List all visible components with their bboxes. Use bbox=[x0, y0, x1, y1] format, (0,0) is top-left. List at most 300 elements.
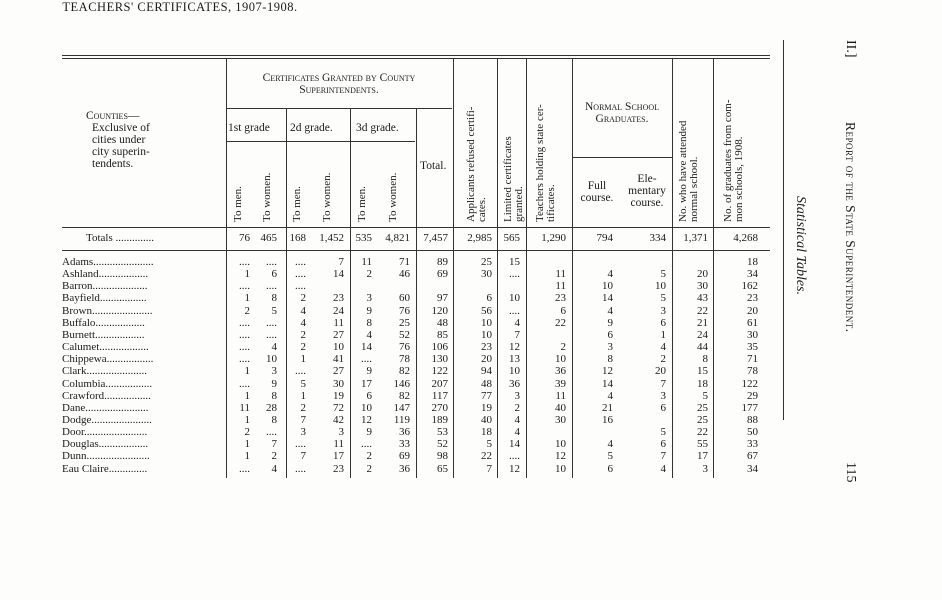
table-cell: 16 bbox=[602, 413, 613, 426]
table-cell: 2 bbox=[271, 450, 277, 463]
table-cell: 6 bbox=[660, 316, 666, 329]
table-cell: 34 bbox=[747, 268, 758, 281]
table-cell: .... bbox=[266, 316, 277, 329]
table-cell: 11 bbox=[333, 316, 344, 329]
table-cell: 8 bbox=[607, 353, 613, 366]
table-cell: 1 bbox=[244, 268, 250, 281]
table-cell: 1 bbox=[300, 353, 306, 366]
grade3-header: 3d grade. bbox=[356, 122, 399, 134]
table-cell: 12 bbox=[509, 462, 520, 475]
table-cell: 5 bbox=[271, 304, 277, 317]
table-cell: 18 bbox=[697, 377, 708, 390]
table-cell: 4 bbox=[660, 462, 666, 475]
table-cell: 2 bbox=[514, 401, 520, 414]
graduates-common-header: No. of graduates from com- mon schools, 1908. bbox=[722, 99, 745, 222]
page-number: 115 bbox=[843, 462, 858, 483]
table-cell: 2 bbox=[366, 268, 372, 281]
table-cell: 25 bbox=[481, 256, 492, 268]
table-cell: 33 bbox=[747, 438, 758, 451]
table-cell: 3 bbox=[514, 389, 520, 402]
table-cell: 1 bbox=[660, 328, 666, 341]
table-cell: 76 bbox=[399, 341, 410, 354]
page-title: TEACHERS' CERTIFICATES, 1907-1908. bbox=[62, 0, 298, 14]
top-rule bbox=[62, 55, 770, 56]
county-row-label: Dunn....................... bbox=[62, 450, 150, 463]
table-cell: 36 bbox=[509, 377, 520, 390]
table-cell: 8 bbox=[271, 389, 277, 402]
margin-rule bbox=[783, 40, 784, 420]
table-cell: 9 bbox=[366, 365, 372, 378]
table-cell: 8 bbox=[271, 292, 277, 305]
table-cell: 7 bbox=[660, 377, 666, 390]
table-cell: 9 bbox=[366, 304, 372, 317]
state-certificates-header: Teachers holding state cer- tificates. bbox=[534, 104, 557, 222]
to-men-header: To men. bbox=[356, 186, 368, 222]
table-cell: 23 bbox=[747, 292, 758, 305]
table-cell: 72 bbox=[333, 401, 344, 414]
table-cell: 2 bbox=[366, 450, 372, 463]
table-cell: 77 bbox=[481, 389, 492, 402]
table-cell: 5 bbox=[486, 438, 492, 451]
to-women-header: To women. bbox=[321, 172, 333, 222]
table-cell: 10 bbox=[602, 280, 613, 293]
table-cell: 25 bbox=[399, 316, 410, 329]
certificates-group-header: Certificates Granted by County Superintendents. bbox=[262, 72, 416, 96]
county-row-label: Dane....................... bbox=[62, 401, 149, 414]
table-cell: 21 bbox=[697, 316, 708, 329]
table-cell: 4 bbox=[514, 316, 520, 329]
table-cell: 2 bbox=[244, 426, 250, 439]
table-cell: 20 bbox=[747, 304, 758, 317]
table-cell: 48 bbox=[481, 377, 492, 390]
table-cell: 23 bbox=[481, 341, 492, 354]
table-cell: 71 bbox=[399, 256, 410, 268]
table-cell: 207 bbox=[431, 377, 448, 390]
normal-rule bbox=[572, 157, 672, 158]
section-marker: II.] bbox=[843, 40, 858, 58]
counties-header: Counties— Exclusive of cities under city superin- tendents. bbox=[86, 110, 150, 170]
table-cell: 3 bbox=[338, 426, 344, 439]
table-cell: 117 bbox=[431, 389, 448, 402]
table-cell: 23 bbox=[333, 292, 344, 305]
table-cell: 1 bbox=[300, 389, 306, 402]
totals-cell: 4,268 bbox=[733, 232, 758, 244]
table-cell: 15 bbox=[509, 256, 520, 268]
table-cell: 82 bbox=[399, 389, 410, 402]
table-cell: 3 bbox=[702, 462, 708, 475]
table-cell: 270 bbox=[431, 401, 448, 414]
table-cell: 11 bbox=[333, 438, 344, 451]
table-cell: 48 bbox=[437, 316, 448, 329]
county-row-label: Eau Claire.............. bbox=[62, 462, 148, 475]
totals-cell: 535 bbox=[355, 232, 372, 244]
table-cell: .... bbox=[266, 426, 277, 439]
table-cell: 15 bbox=[697, 365, 708, 378]
table-cell: 4 bbox=[607, 304, 613, 317]
table-cell: 189 bbox=[431, 413, 448, 426]
to-women-header: To women. bbox=[261, 172, 273, 222]
table-cell: 1 bbox=[244, 438, 250, 451]
table-cell: 52 bbox=[437, 438, 448, 451]
totals-cell: 334 bbox=[649, 232, 666, 244]
county-row-label: Douglas.................. bbox=[62, 438, 149, 451]
table-cell: .... bbox=[295, 280, 306, 293]
table-cell: 12 bbox=[602, 365, 613, 378]
table-cell: 97 bbox=[437, 292, 448, 305]
elementary-course-header: Ele- mentary course. bbox=[628, 173, 666, 209]
table-cell: 2 bbox=[244, 304, 250, 317]
table-cell: 6 bbox=[660, 438, 666, 451]
table-cell: .... bbox=[361, 438, 372, 451]
table-cell: 21 bbox=[602, 401, 613, 414]
table-cell: 1 bbox=[244, 413, 250, 426]
totals-cell: 565 bbox=[503, 232, 520, 244]
table-cell: 76 bbox=[399, 304, 410, 317]
table-cell: 2 bbox=[300, 328, 306, 341]
table-cell: .... bbox=[266, 280, 277, 293]
report-title: Report of the State Superintendent. bbox=[843, 122, 858, 333]
county-row-label: Dodge...................... bbox=[62, 413, 152, 426]
table-cell: 5 bbox=[702, 389, 708, 402]
table-cell: 11 bbox=[555, 389, 566, 402]
table-cell: 35 bbox=[747, 341, 758, 354]
table-cell: 2 bbox=[300, 401, 306, 414]
county-row-label: Buffalo.................. bbox=[62, 316, 145, 329]
table-cell: 3 bbox=[607, 341, 613, 354]
table-cell: 82 bbox=[399, 365, 410, 378]
table-cell: 36 bbox=[399, 462, 410, 475]
table-cell: 1 bbox=[244, 292, 250, 305]
table-cell: .... bbox=[266, 256, 277, 268]
table-cell: 17 bbox=[333, 450, 344, 463]
table-cell: 9 bbox=[366, 426, 372, 439]
totals-cell: 1,371 bbox=[683, 232, 708, 244]
to-men-header: To men. bbox=[291, 186, 303, 222]
table-cell: 34 bbox=[747, 462, 758, 475]
to-women-header: To women. bbox=[387, 172, 399, 222]
table-cell: 6 bbox=[486, 292, 492, 305]
table-cell: .... bbox=[295, 268, 306, 281]
table-cell: 36 bbox=[399, 426, 410, 439]
table-cell: 30 bbox=[555, 413, 566, 426]
table-cell: 5 bbox=[660, 292, 666, 305]
table-cell: 6 bbox=[271, 268, 277, 281]
table-cell: 36 bbox=[555, 365, 566, 378]
totals-cell: 7,457 bbox=[423, 232, 448, 244]
table-cell: 20 bbox=[697, 268, 708, 281]
table-cell: 85 bbox=[437, 328, 448, 341]
totals-cell: 1,452 bbox=[319, 232, 344, 244]
table-cell: 4 bbox=[607, 389, 613, 402]
table-cell: 89 bbox=[437, 256, 448, 268]
total-header: Total. bbox=[420, 160, 447, 172]
table-cell: 4 bbox=[514, 426, 520, 439]
table-cell: 4 bbox=[300, 316, 306, 329]
table-cell: 5 bbox=[660, 268, 666, 281]
table-cell: 11 bbox=[555, 280, 566, 293]
totals-cell: 465 bbox=[260, 232, 277, 244]
table-cell: 10 bbox=[555, 353, 566, 366]
table-cell: 7 bbox=[660, 450, 666, 463]
limited-header: Limited certificates granted. bbox=[502, 136, 525, 222]
table-cell: 7 bbox=[271, 438, 277, 451]
table-cell: 4 bbox=[271, 341, 277, 354]
table-cell: 27 bbox=[333, 328, 344, 341]
table-cell: .... bbox=[239, 341, 250, 354]
table-cell: 6 bbox=[560, 304, 566, 317]
grade-rule bbox=[227, 141, 415, 142]
table-cell: .... bbox=[295, 365, 306, 378]
table-cell: 5 bbox=[300, 377, 306, 390]
table-cell: 22 bbox=[481, 450, 492, 463]
table-cell: 5 bbox=[660, 426, 666, 439]
table-cell: 14 bbox=[333, 268, 344, 281]
county-row-label: Calumet.................. bbox=[62, 341, 149, 354]
table-cell: 3 bbox=[300, 426, 306, 439]
table-cell: 2 bbox=[300, 292, 306, 305]
table-cell: 17 bbox=[361, 377, 372, 390]
table-cell: 3 bbox=[660, 389, 666, 402]
table-cell: 10 bbox=[509, 292, 520, 305]
table-cell: .... bbox=[239, 328, 250, 341]
county-row-label: Door....................... bbox=[62, 426, 148, 439]
table-cell: 30 bbox=[697, 280, 708, 293]
to-men-header: To men. bbox=[232, 186, 244, 222]
table-cell: .... bbox=[239, 316, 250, 329]
table-cell: 10 bbox=[266, 353, 277, 366]
table-cell: 11 bbox=[361, 256, 372, 268]
table-cell: 14 bbox=[361, 341, 372, 354]
table-cell: 3 bbox=[366, 292, 372, 305]
table-cell: 1 bbox=[244, 389, 250, 402]
table-cell: 4 bbox=[366, 328, 372, 341]
table-cell: 50 bbox=[747, 426, 758, 439]
table-cell: 20 bbox=[655, 365, 666, 378]
table-cell: 19 bbox=[333, 389, 344, 402]
table-cell: .... bbox=[239, 377, 250, 390]
table-cell: .... bbox=[239, 353, 250, 366]
table-cell: 177 bbox=[741, 401, 758, 414]
table-cell: 6 bbox=[660, 401, 666, 414]
table-cell: 5 bbox=[607, 450, 613, 463]
table-cell: 10 bbox=[333, 341, 344, 354]
table-cell: 10 bbox=[361, 401, 372, 414]
col-divider bbox=[226, 58, 227, 478]
table-cell: 7 bbox=[300, 413, 306, 426]
table-cell: 120 bbox=[431, 304, 448, 317]
col-divider bbox=[672, 58, 673, 478]
table-cell: 22 bbox=[555, 316, 566, 329]
table-cell: 7 bbox=[300, 450, 306, 463]
table-cell: 29 bbox=[747, 389, 758, 402]
table-cell: .... bbox=[509, 450, 520, 463]
table-cell: 1 bbox=[244, 365, 250, 378]
table-cell: 2 bbox=[660, 353, 666, 366]
county-row-label: Clark...................... bbox=[62, 365, 147, 378]
table-cell: 14 bbox=[602, 377, 613, 390]
table-cell: 13 bbox=[509, 353, 520, 366]
table-cell: 55 bbox=[697, 438, 708, 451]
table-cell: 7 bbox=[338, 256, 344, 268]
table-cell: 12 bbox=[555, 450, 566, 463]
table-cell: 12 bbox=[509, 341, 520, 354]
table-cell: 8 bbox=[366, 316, 372, 329]
table-cell: 10 bbox=[655, 280, 666, 293]
table-cell: 23 bbox=[333, 462, 344, 475]
table-cell: 30 bbox=[481, 268, 492, 281]
table-cell: 56 bbox=[481, 304, 492, 317]
table-cell: 42 bbox=[333, 413, 344, 426]
table-cell: 119 bbox=[393, 413, 410, 426]
table-cell: 10 bbox=[509, 365, 520, 378]
table-cell: .... bbox=[509, 304, 520, 317]
table-cell: 28 bbox=[266, 401, 277, 414]
table-cell: .... bbox=[295, 462, 306, 475]
county-row-label: Adams...................... bbox=[62, 256, 154, 268]
table-cell: 24 bbox=[697, 328, 708, 341]
totals-cell: 794 bbox=[596, 232, 613, 244]
attended-normal-header: No. who have attended normal school. bbox=[677, 120, 700, 222]
table-cell: 94 bbox=[481, 365, 492, 378]
county-row-label: Brown...................... bbox=[62, 304, 153, 317]
table-cell: 78 bbox=[747, 365, 758, 378]
table-cell: 162 bbox=[741, 280, 758, 293]
table-cell: 9 bbox=[271, 377, 277, 390]
table-cell: 69 bbox=[437, 268, 448, 281]
table-cell: 9 bbox=[607, 316, 613, 329]
col-divider bbox=[713, 58, 714, 478]
table-cell: .... bbox=[239, 462, 250, 475]
table-cell: 65 bbox=[437, 462, 448, 475]
table-cell: 2 bbox=[300, 341, 306, 354]
table-cell: 17 bbox=[697, 450, 708, 463]
table-cell: 8 bbox=[271, 413, 277, 426]
county-row-label: Burnett.................. bbox=[62, 328, 145, 341]
table-cell: 7 bbox=[514, 328, 520, 341]
county-row-label: Ashland.................. bbox=[62, 268, 149, 281]
county-row-label: Bayfield................. bbox=[62, 292, 147, 305]
table-cell: 39 bbox=[555, 377, 566, 390]
table-cell: 25 bbox=[697, 413, 708, 426]
table-cell: 146 bbox=[393, 377, 410, 390]
normal-group-header: Normal School Graduates. bbox=[584, 101, 660, 125]
table-cell: .... bbox=[239, 280, 250, 293]
table-cell: 67 bbox=[747, 450, 758, 463]
table-cell: 11 bbox=[555, 268, 566, 281]
table-cell: 3 bbox=[271, 365, 277, 378]
table-cell: 78 bbox=[399, 353, 410, 366]
table-cell: 71 bbox=[747, 353, 758, 366]
table-cell: 1 bbox=[244, 450, 250, 463]
table-cell: 12 bbox=[361, 413, 372, 426]
table-cell: 2 bbox=[560, 341, 566, 354]
totals-cell: 1,290 bbox=[541, 232, 566, 244]
table-cell: 98 bbox=[437, 450, 448, 463]
table-cell: 6 bbox=[607, 328, 613, 341]
table-cell: 4 bbox=[271, 462, 277, 475]
table-cell: 61 bbox=[747, 316, 758, 329]
table-cell: .... bbox=[295, 256, 306, 268]
table-cell: 18 bbox=[747, 256, 758, 268]
table-cell: 4 bbox=[660, 341, 666, 354]
table-cell: .... bbox=[361, 353, 372, 366]
table-cell: 122 bbox=[431, 365, 448, 378]
refused-header: Applicants refused certifi- cates. bbox=[465, 106, 488, 222]
table-cell: 19 bbox=[481, 401, 492, 414]
table-cell: 53 bbox=[437, 426, 448, 439]
table-cell: 147 bbox=[393, 401, 410, 414]
table-cell: .... bbox=[266, 328, 277, 341]
county-row-label: Crawford................. bbox=[62, 389, 151, 402]
grade2-header: 2d grade. bbox=[290, 122, 333, 134]
totals-cell: 168 bbox=[289, 232, 306, 244]
table-cell: 4 bbox=[607, 268, 613, 281]
totals-cell: 2,985 bbox=[467, 232, 492, 244]
table-cell: 10 bbox=[481, 316, 492, 329]
totals-label: Totals .............. bbox=[86, 232, 154, 244]
table-cell: 10 bbox=[481, 328, 492, 341]
table-cell: 27 bbox=[333, 365, 344, 378]
table-cell: 4 bbox=[514, 413, 520, 426]
county-row-label: Barron.................... bbox=[62, 280, 148, 293]
table-cell: 43 bbox=[697, 292, 708, 305]
table-cell: 7 bbox=[486, 462, 492, 475]
table-cell: 24 bbox=[333, 304, 344, 317]
totals-cell: 76 bbox=[239, 232, 250, 244]
table-cell: 33 bbox=[399, 438, 410, 451]
table-cell: 20 bbox=[481, 353, 492, 366]
table-cell: 30 bbox=[747, 328, 758, 341]
table-cell: 6 bbox=[366, 389, 372, 402]
statistical-tables-label: Statistical Tables. bbox=[793, 196, 808, 296]
table-cell: 14 bbox=[509, 438, 520, 451]
table-cell: 88 bbox=[747, 413, 758, 426]
table-cell: 30 bbox=[333, 377, 344, 390]
table-cell: 2 bbox=[366, 462, 372, 475]
table-cell: 69 bbox=[399, 450, 410, 463]
county-row-label: Chippewa................. bbox=[62, 353, 154, 366]
table-cell: 6 bbox=[607, 462, 613, 475]
table-cell: 25 bbox=[697, 401, 708, 414]
table-cell: 40 bbox=[555, 401, 566, 414]
table-cell: 60 bbox=[399, 292, 410, 305]
table-cell: 4 bbox=[607, 438, 613, 451]
full-course-header: Full course. bbox=[580, 180, 614, 204]
county-row-label: Columbia................. bbox=[62, 377, 153, 390]
table-cell: 4 bbox=[300, 304, 306, 317]
table-cell: 46 bbox=[399, 268, 410, 281]
table-cell: 18 bbox=[481, 426, 492, 439]
table-cell: 52 bbox=[399, 328, 410, 341]
table-cell: .... bbox=[509, 268, 520, 281]
table-cell: 10 bbox=[555, 462, 566, 475]
table-cell: 3 bbox=[660, 304, 666, 317]
table-cell: 11 bbox=[239, 401, 250, 414]
table-cell: 22 bbox=[697, 304, 708, 317]
table-cell: 130 bbox=[431, 353, 448, 366]
table-cell: 40 bbox=[481, 413, 492, 426]
table-cell: 23 bbox=[555, 292, 566, 305]
table-cell: 44 bbox=[697, 341, 708, 354]
table-cell: 8 bbox=[702, 353, 708, 366]
certificates-rule bbox=[227, 108, 452, 109]
table-cell: 122 bbox=[741, 377, 758, 390]
table-cell: 10 bbox=[555, 438, 566, 451]
table-cell: 22 bbox=[697, 426, 708, 439]
table-cell: .... bbox=[239, 256, 250, 268]
table-cell: 41 bbox=[333, 353, 344, 366]
table-cell: .... bbox=[295, 438, 306, 451]
